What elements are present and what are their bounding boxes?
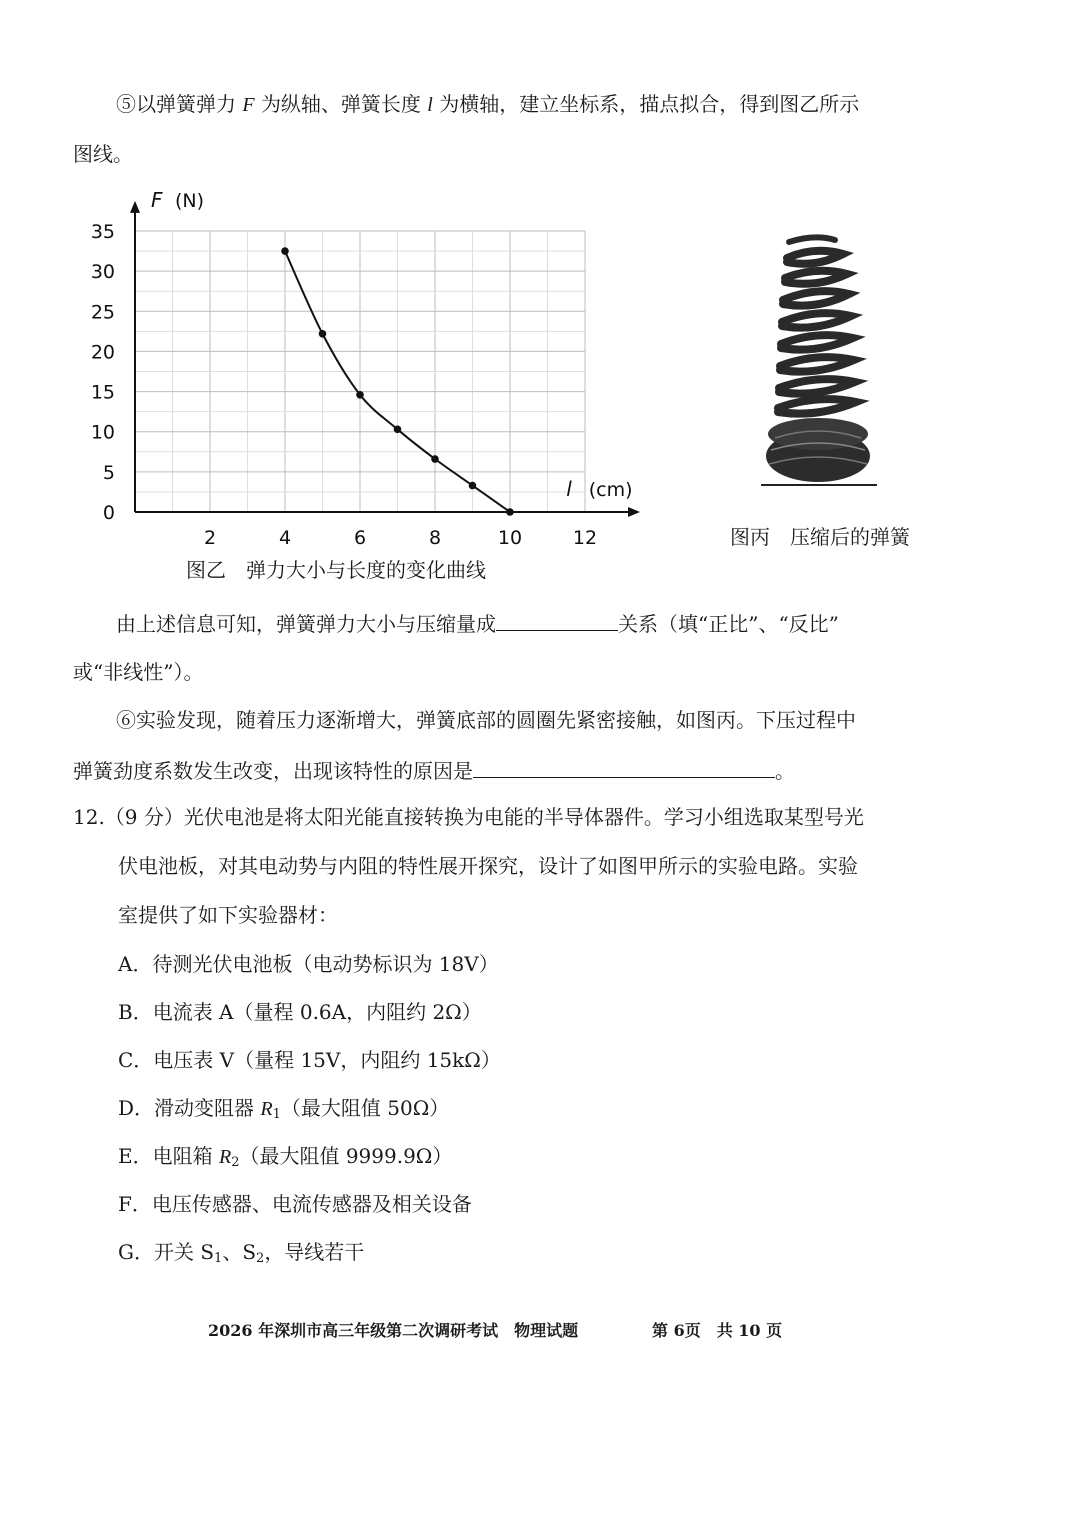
step5-mid1: 为纵轴、弹簧长度 xyxy=(260,92,421,116)
x-tick-label: 4 xyxy=(278,527,292,549)
chart-labels xyxy=(151,190,633,501)
conclusion-line1 xyxy=(116,608,839,638)
q12-option-b: B．电流表 A（量程 0.6A，内阻约 2Ω） xyxy=(118,1000,482,1024)
q12-option-g: G．开关 $S_1$、$S_2$，导线若干 xyxy=(118,1240,365,1266)
y-tick-label: 10 xyxy=(90,421,115,444)
conclusion-text-a: 由上述信息可知，弹簧弹力大小与压缩量成 xyxy=(116,612,496,636)
q12-line3: 室提供了如下实验器材： xyxy=(118,903,338,927)
step6-text-b: 。 xyxy=(775,759,795,783)
step5-prefix: ⑤以弹簧弹力 xyxy=(116,92,236,116)
chart-axes xyxy=(130,201,640,517)
data-point xyxy=(469,482,477,490)
chart-caption: 图乙 弹力大小与长度的变化曲线 xyxy=(186,558,486,582)
x-tick-label: 8 xyxy=(428,527,442,549)
x-tick-label: 12 xyxy=(572,527,598,549)
q12-option-a: A．待测光伏电池板（电动势标识为 18V） xyxy=(118,952,499,976)
step6-line1: ⑥实验发现，随着压力逐渐增大，弹簧底部的圆圈先紧密接触，如图丙。下压过程中 xyxy=(116,708,856,732)
y-tick-label: 15 xyxy=(90,381,115,404)
y-axis-label-unit: (N) xyxy=(175,190,205,212)
compressed-spring-image xyxy=(755,228,885,492)
x-axis-label-unit: (cm) xyxy=(588,479,633,501)
conclusion-text-b: 关系（填“正比”、“反比” xyxy=(618,612,839,636)
step5-mid2: 为横轴，建立坐标系，描点拟合，得到图乙所示 xyxy=(439,92,860,116)
data-point xyxy=(356,391,364,399)
y-tick-label: 35 xyxy=(90,221,115,243)
q12-option-e: E．电阻箱 $R_2$（最大阻值 9999.9Ω） xyxy=(118,1144,453,1170)
q12-option-c: C．电压表 V（量程 15V，内阻约 15kΩ） xyxy=(118,1048,501,1072)
y-tick-label: 25 xyxy=(90,301,115,324)
footer-exam-title: 2026 年深圳市高三年级第二次调研考试 物理试题 xyxy=(208,1321,579,1340)
step6-text-a: 弹簧劲度系数发生改变，出现该特性的原因是 xyxy=(73,759,473,783)
q12-line1: 12.（9 分）光伏电池是将太阳光能直接转换为电能的半导体器件。学习小组选取某型号光 xyxy=(73,805,864,829)
var-F: F xyxy=(242,94,255,116)
step5-line2: 图线。 xyxy=(73,142,133,166)
q12-option-d: D．滑动变阻器 $R_1$（最大阻值 50Ω） xyxy=(118,1096,450,1122)
q12-line2: 伏电池板，对其电动势与内阻的特性展开探究，设计了如图甲所示的实验电路。实验 xyxy=(118,854,858,878)
data-point xyxy=(319,330,327,338)
y-tick-label: 5 xyxy=(102,461,115,484)
y-axis-label-var: F xyxy=(151,190,163,212)
x-tick-label: 2 xyxy=(203,527,217,549)
step6-line2 xyxy=(73,755,795,785)
answer-blank-relation[interactable] xyxy=(496,608,618,631)
conclusion-line2: 或“非线性”）。 xyxy=(73,660,204,684)
x-tick-label: 10 xyxy=(497,527,523,549)
force-length-chart xyxy=(80,190,660,550)
data-point xyxy=(431,455,439,463)
var-l: l xyxy=(427,94,433,116)
y-axis-arrow xyxy=(130,201,140,213)
chart-grid xyxy=(135,231,585,512)
spring-caption: 图丙 压缩后的弹簧 xyxy=(730,525,910,549)
x-axis-arrow xyxy=(628,507,640,517)
data-point xyxy=(506,508,514,516)
chart-ticks xyxy=(91,221,597,549)
answer-blank-reason[interactable] xyxy=(473,755,775,778)
y-tick-label: 30 xyxy=(90,261,115,284)
y-tick-label: 0 xyxy=(102,502,115,524)
footer-page-number: 第 6页 共 10 页 xyxy=(652,1321,783,1340)
data-point xyxy=(394,426,402,434)
x-axis-label-var: l xyxy=(566,477,572,501)
step5-line1 xyxy=(116,90,859,119)
y-tick-label: 20 xyxy=(90,341,115,364)
x-tick-label: 6 xyxy=(353,527,367,549)
data-point xyxy=(281,247,289,255)
q12-option-f: F．电压传感器、电流传感器及相关设备 xyxy=(118,1192,472,1216)
